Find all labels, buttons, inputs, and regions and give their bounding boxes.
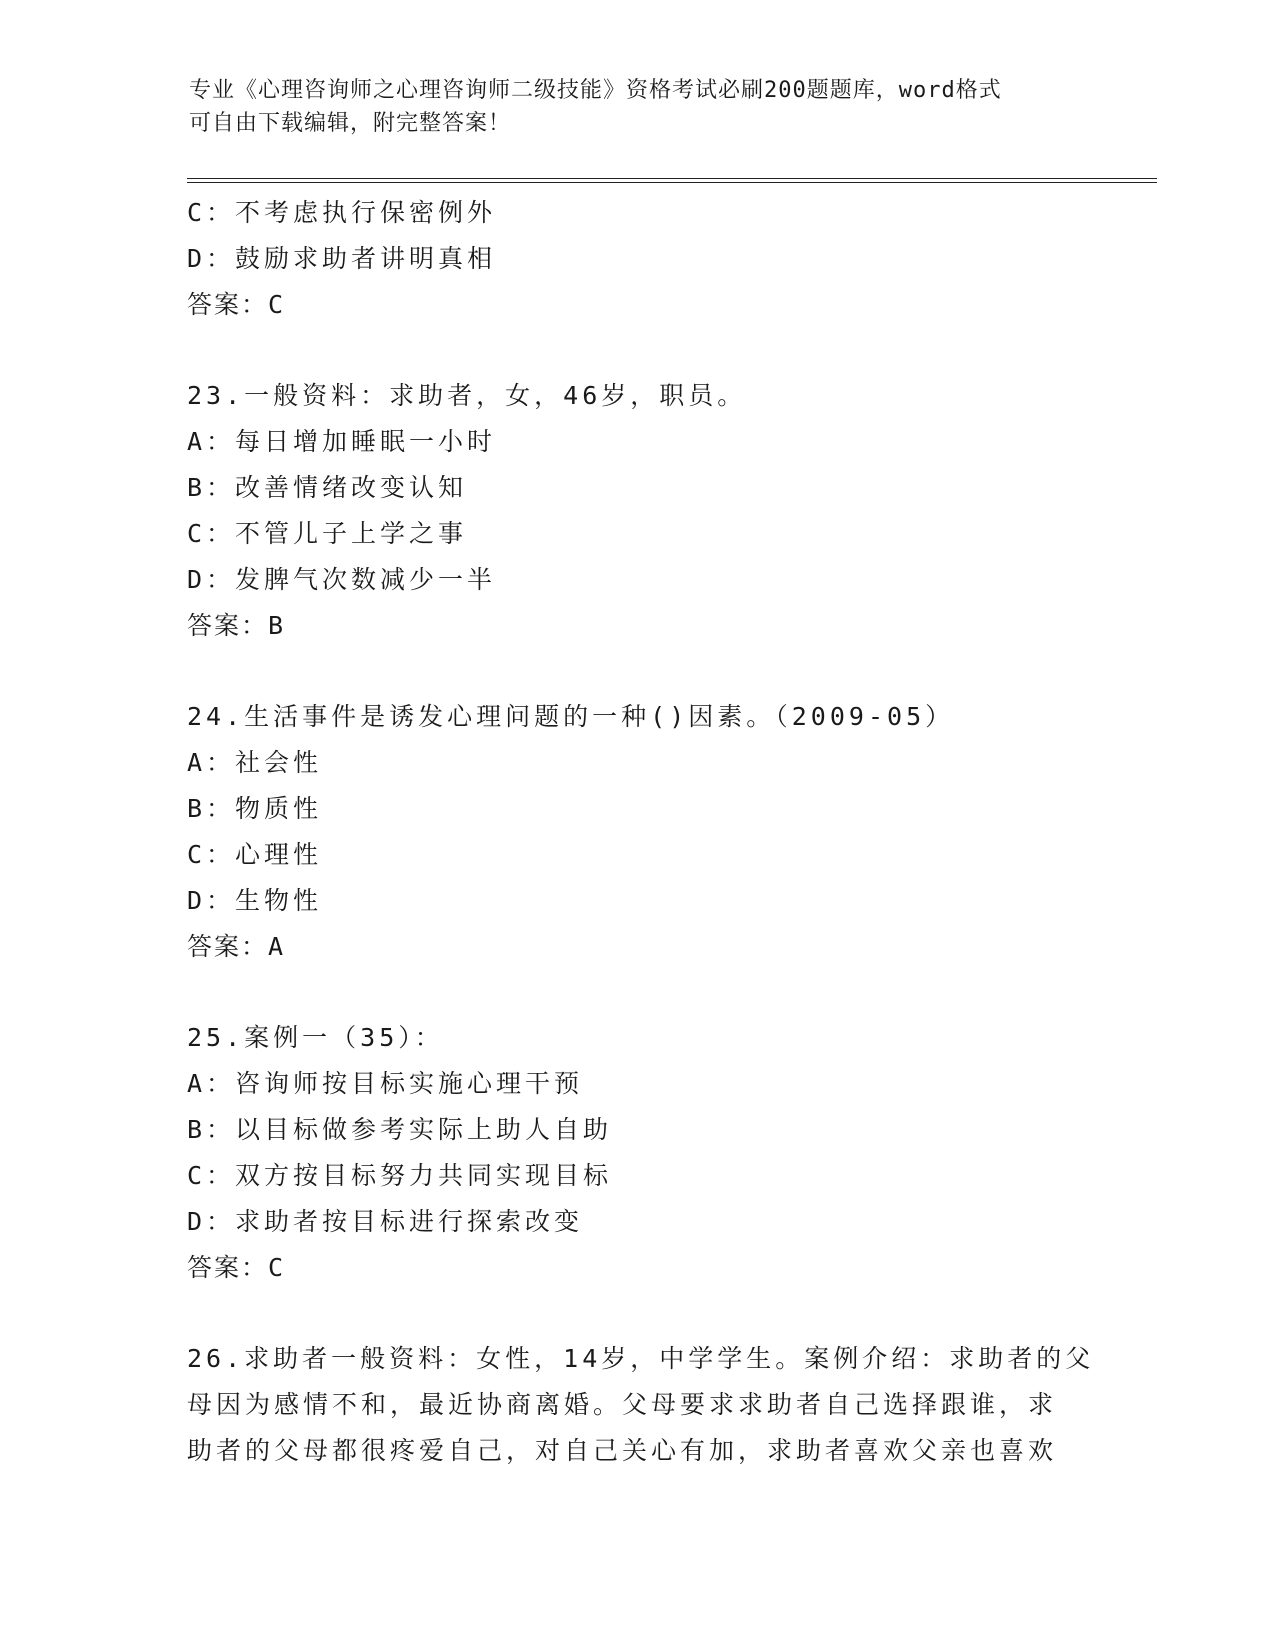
question-stem: 25.案例一（35）： [187,1023,444,1052]
document-header [189,74,1089,140]
spacer [187,1291,1107,1336]
question-24 [187,694,1107,970]
option-c: C：双方按目标努力共同实现目标 [187,1161,613,1190]
paragraph-line: 助者的父母都很疼爱自己，对自己关心有加，求助者喜欢父亲也喜欢 [187,1436,1058,1465]
answer: 答案：C [187,1253,286,1282]
answer: 答案：A [187,932,286,961]
paragraph-line: 26.求助者一般资料：女性，14岁，中学学生。案例介绍：求助者的父 [187,1344,1095,1373]
answer: 答案：B [187,611,286,640]
question-23 [187,373,1107,649]
header-line-1: 专业《心理咨询师之心理咨询师二级技能》资格考试必刷200题题库，word格式 [189,78,1002,103]
option-c: C：不管儿子上学之事 [187,519,468,548]
answer: 答案：C [187,290,286,319]
option-a: A：每日增加睡眠一小时 [187,427,497,456]
header-line-2: 可自由下载编辑，附完整答案！ [189,111,512,136]
question-26 [187,1336,1107,1474]
question-stem: 24.生活事件是诱发心理问题的一种()因素。（2009-05） [187,702,955,731]
paragraph-line: 母因为感情不和，最近协商离婚。父母要求求助者自己选择跟谁，求 [187,1390,1058,1419]
option-c: C：心理性 [187,840,323,869]
header-divider [187,178,1157,183]
question-25 [187,1015,1107,1291]
option-a: A：社会性 [187,748,323,777]
option-d: D：求助者按目标进行探索改变 [187,1207,584,1236]
question-22-tail [187,190,1107,328]
option-d: D：发脾气次数减少一半 [187,565,497,594]
option-a: A：咨询师按目标实施心理干预 [187,1069,584,1098]
option-c: C：不考虑执行保密例外 [187,198,497,227]
option-b: B：以目标做参考实际上助人自助 [187,1115,613,1144]
option-d: D：生物性 [187,886,323,915]
option-b: B：改善情绪改变认知 [187,473,468,502]
question-stem: 23.一般资料：求助者，女，46岁，职员。 [187,381,747,410]
option-b: B：物质性 [187,794,323,823]
option-d: D：鼓励求助者讲明真相 [187,244,497,273]
spacer [187,649,1107,694]
question-list [187,190,1107,1474]
spacer [187,328,1107,373]
spacer [187,970,1107,1015]
